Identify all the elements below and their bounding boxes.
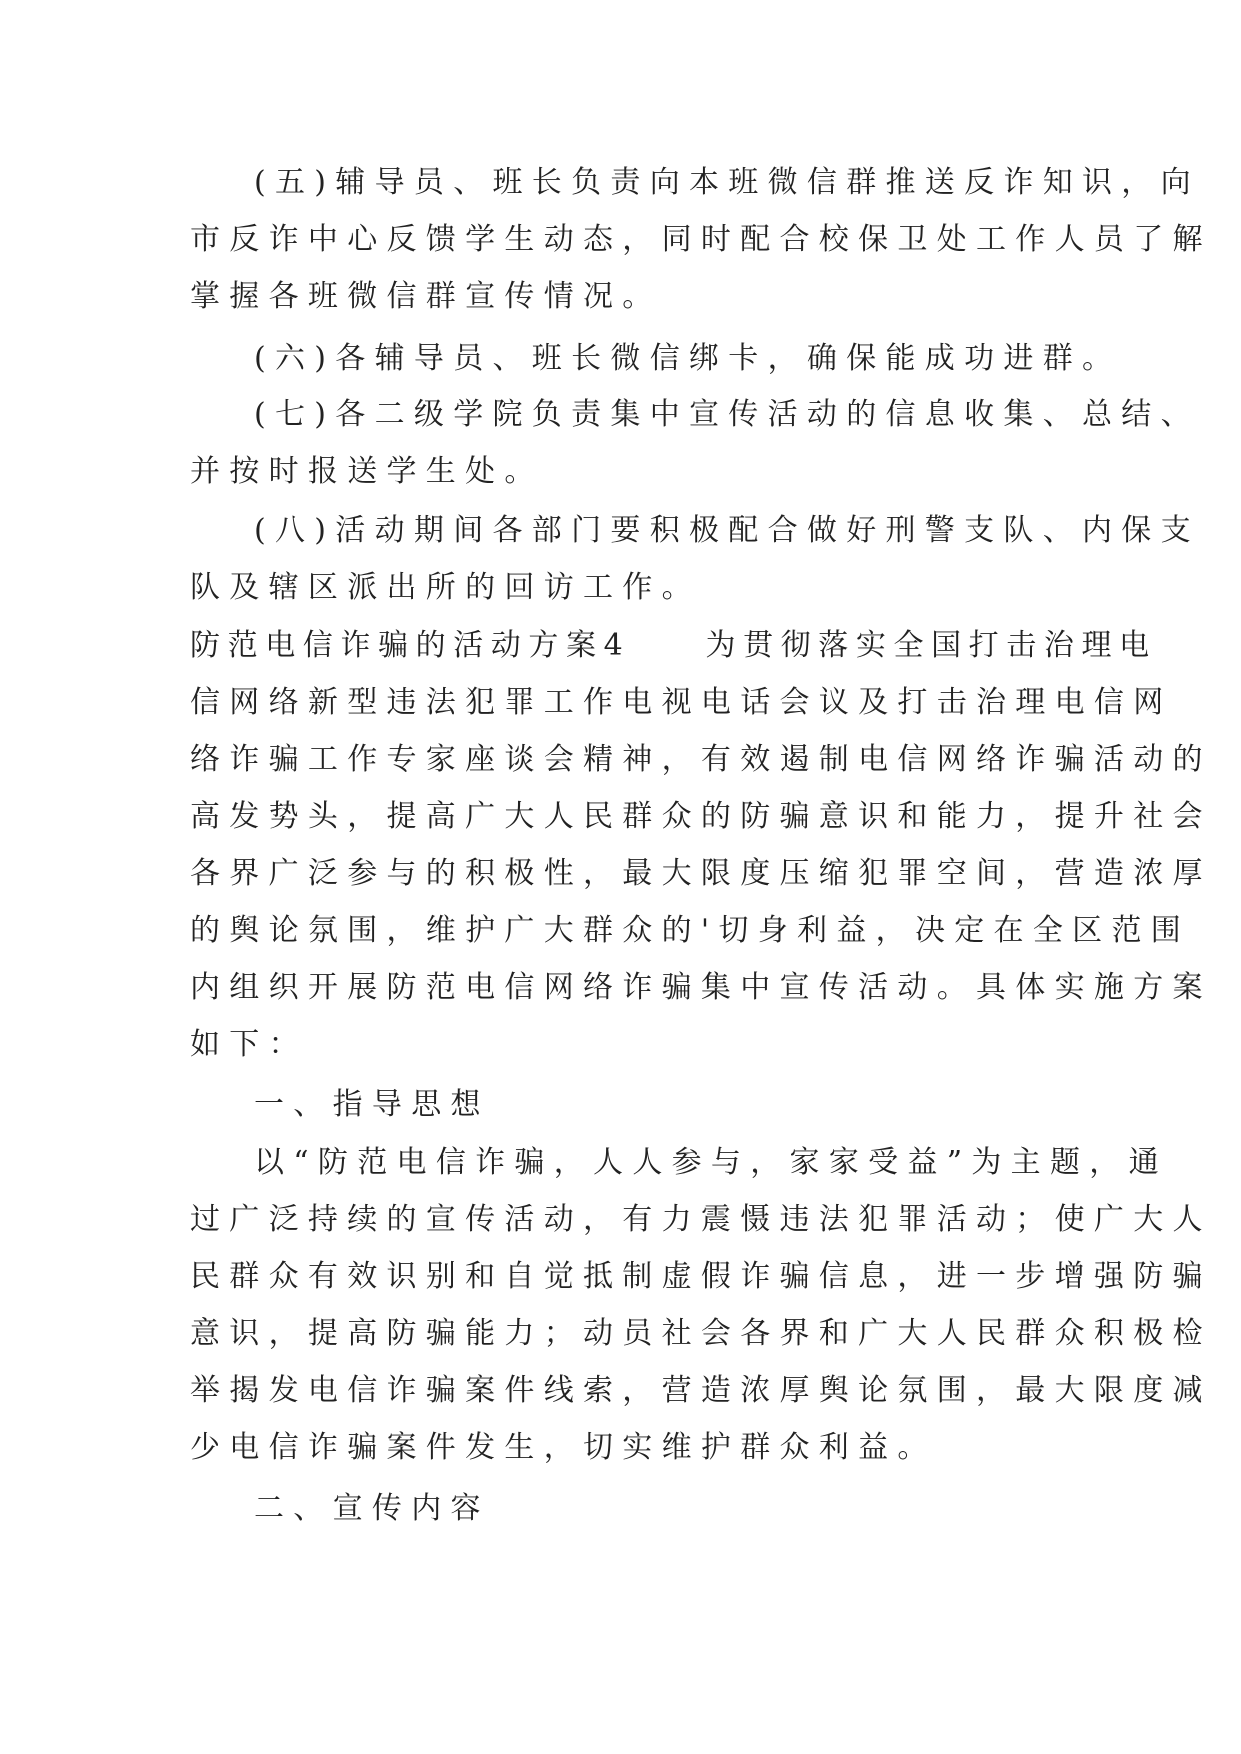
paragraph-line: 少电信诈骗案件发生，切实维护群众利益。 bbox=[190, 1430, 937, 1465]
paragraph-line: 各界广泛参与的积极性，最大限度压缩犯罪空间，营造浓厚 bbox=[190, 856, 1212, 891]
paragraph-line: 掌握各班微信群宣传情况。 bbox=[190, 279, 662, 314]
paragraph-line: 络诈骗工作专家座谈会精神，有效遏制电信网络诈骗活动的 bbox=[190, 742, 1212, 777]
paragraph-line: 内组织开展防范电信网络诈骗集中宣传活动。具体实施方案 bbox=[190, 970, 1212, 1005]
paragraph-line: 过广泛持续的宣传活动，有力震慑违法犯罪活动；使广大人 bbox=[190, 1202, 1212, 1237]
paragraph-line: 队及辖区派出所的回访工作。 bbox=[190, 570, 701, 605]
paragraph-line: (六)各辅导员、班长微信绑卡，确保能成功进群。 bbox=[254, 341, 1122, 376]
paragraph-line: (七)各二级学院负责集中宣传活动的信息收集、总结、 bbox=[254, 397, 1200, 432]
paragraph-line: 民群众有效识别和自觉抵制虚假诈骗信息，进一步增强防骗 bbox=[190, 1259, 1212, 1294]
paragraph-line: 信网络新型违法犯罪工作电视电话会议及打击治理电信网 bbox=[190, 685, 1173, 720]
paragraph-line: (八)活动期间各部门要积极配合做好刑警支队、内保支 bbox=[254, 513, 1200, 548]
section-heading-line: 防范电信诈骗的活动方案4 为贯彻落实全国打击治理电 bbox=[190, 628, 1157, 663]
paragraph-line: (五)辅导员、班长负责向本班微信群推送反诈知识，向 bbox=[254, 165, 1200, 200]
paragraph-line: 意识，提高防骗能力；动员社会各界和广大人民群众积极检 bbox=[190, 1316, 1212, 1351]
paragraph-line: 举揭发电信诈骗案件线索，营造浓厚舆论氛围，最大限度减 bbox=[190, 1373, 1212, 1408]
paragraph-line: 如下： bbox=[190, 1027, 308, 1062]
paragraph-line: 以“防范电信诈骗，人人参与，家家受益”为主题，通 bbox=[254, 1145, 1168, 1180]
section-heading: 一、指导思想 bbox=[254, 1087, 490, 1122]
paragraph-line: 并按时报送学生处。 bbox=[190, 454, 544, 489]
paragraph-line: 高发势头，提高广大人民群众的防骗意识和能力，提升社会 bbox=[190, 799, 1212, 834]
paragraph-line: 市反诈中心反馈学生动态，同时配合校保卫处工作人员了解 bbox=[190, 222, 1212, 257]
paragraph-line: 的舆论氛围，维护广大群众的'切身利益，决定在全区范围 bbox=[190, 913, 1191, 948]
section-heading: 二、宣传内容 bbox=[254, 1491, 490, 1526]
